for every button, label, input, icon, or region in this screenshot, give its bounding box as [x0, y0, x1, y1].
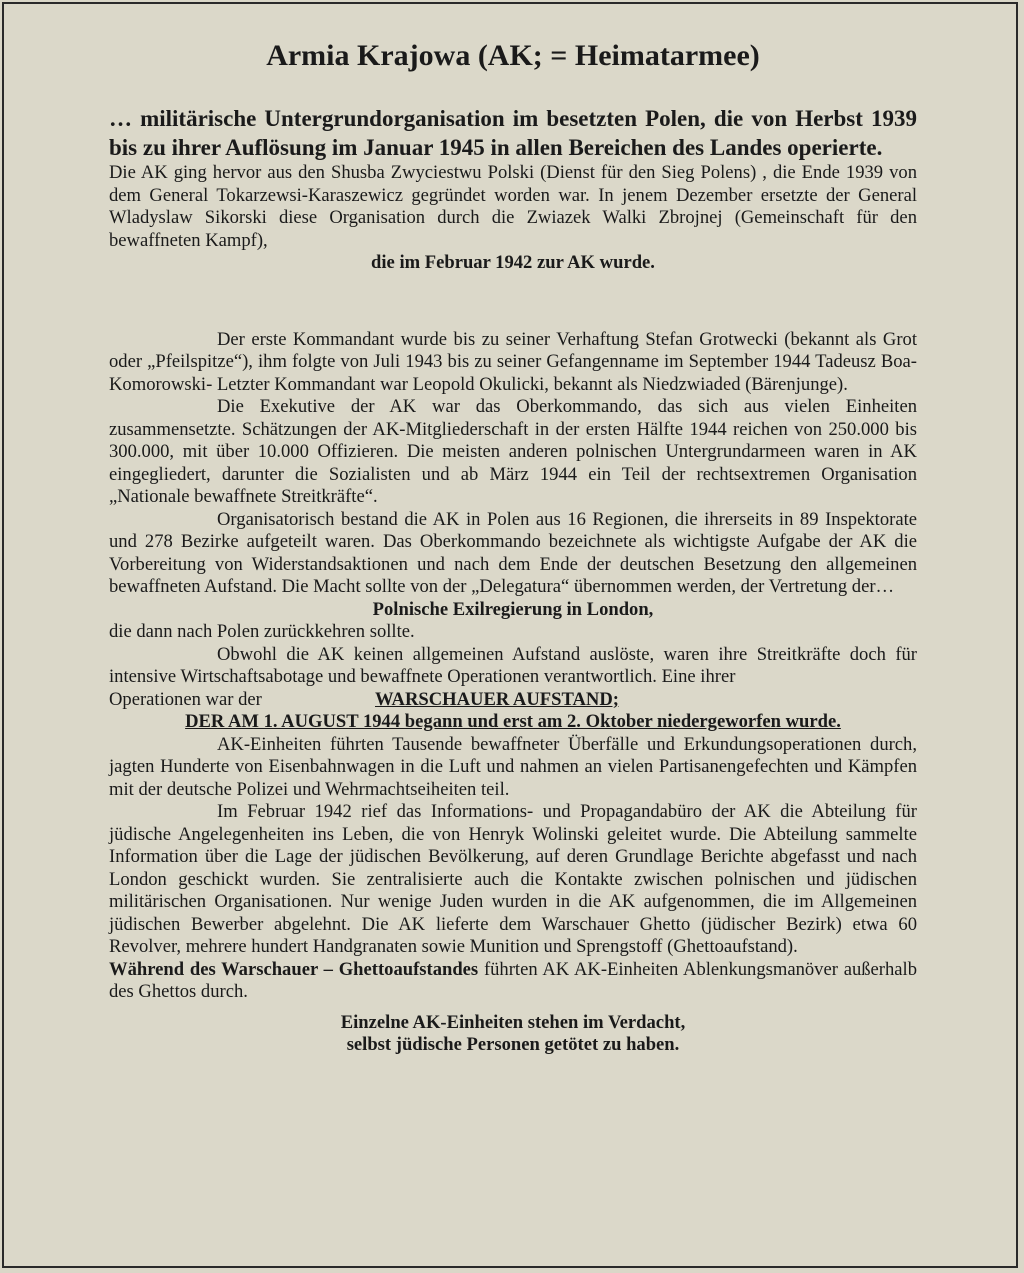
- operations-line: [109, 689, 917, 712]
- warsaw-uprising-dates: [109, 711, 917, 734]
- paragraph-ghetto-uprising: [109, 959, 917, 1004]
- closing-line-1: Einzelne AK-Einheiten stehen im Verdacht,: [340, 1011, 686, 1033]
- paragraph-commanders: Der erste Kommandant wurde bis zu seiner Verhaftung Stefan Grotwecki (bekannt als Grot oder „Pfeilspitze“), ihm folgte von Juli 1943 bis zu seiner Gefangenname im September 1944 Tadeusz Boa-Komorowski- Letzter Kommandant war Leopold Okulicki, bekannt als Niedzwiaded (Bärenjunge).: [109, 328, 917, 395]
- exile-government-heading: Polnische Exilregierung in London,: [372, 598, 654, 620]
- lead-paragraph: … militärische Untergrundorganisation im besetzten Polen, die von Herbst 1939 bis zu ihrer Auflösung im Januar 1945 in allen Bereichen des Landes operierte.: [109, 106, 917, 160]
- paragraph-origin-highlight: die im Februar 1942 zur AK wurde.: [371, 252, 655, 273]
- paragraph-jewish-affairs: Im Februar 1942 rief das Informations- und Propagandabüro der AK die Abteilung für jüdische Angelegenheiten ins Leben, die von Henryk Wolinski geleitet wurde. Die Abteilung sammelte Information über die Lage der jüdischen Bevölkerung, auf deren Grundlage Berichte abgefasst und nach London geschickt wurden. Sie zentralisierte auch die Kontakte zwischen polnischen und jüdischen militärischen Organisationen. Nur wenige Juden wurden in die AK aufgenommen, die im Allgemeinen jüdischen Bewerber abgelehnt. Die AK lieferte dem Warschauer Ghetto (jüdischer Bezirk) etwa 60 Revolver, mehrere hundert Handgranaten sowie Munition und Sprengstoff (Ghettoaufstand).: [109, 801, 917, 957]
- document-frame: [2, 2, 1018, 1268]
- document-content: [109, 34, 917, 1057]
- warsaw-uprising-heading: WARSCHAUER AUFSTAND;: [375, 688, 619, 710]
- paragraph-origin: Die AK ging hervor aus den Shusba Zwyciestwu Polski (Dienst für den Sieg Polens) , die Ende 1939 von dem General Tokarzewsi-Karaszewicz gegründet worden war. In jenem Dezember ersetzte der General Wladyslaw Sikorski diese Organisation durch die Zwiazek Walki Zbrojnej (Gemeinschaft für den bewaffneten Kampf),: [109, 162, 917, 251]
- paragraph-return: die dann nach Polen zurückkehren sollte.: [109, 621, 415, 642]
- operations-label: Operationen war der: [109, 688, 262, 710]
- paragraph-executive: Die Exekutive der AK war das Oberkommando, das sich aus vielen Einheiten zusammensetzte. Schätzungen der AK-Mitgliederschaft in der ersten Hälfte 1944 reichen von 250.000 bis 300.000, mit über 10.000 Offizieren. Die meisten anderen polnischen Untergrundarmeen waren in AK eingegliedert, darunter die Sozialisten und ab März 1944 ein Teil der rechtsextremen Organisation „Nationale bewaffnete Streitkräfte“.: [109, 396, 917, 507]
- warsaw-uprising-dates-text: DER AM 1. AUGUST 1944 begann und erst am 2. Oktober niedergeworfen wurde.: [185, 711, 841, 732]
- paragraph-attacks: AK-Einheiten führten Tausende bewaffneter Überfälle und Erkundungsoperationen durch, jagten Hunderte von Eisenbahnwagen in die Luft und nahmen an vielen Partisanengefechten und Kämpfen mit der deutsche Polizei und Wehrmachtseiheiten teil.: [109, 733, 917, 800]
- ghetto-uprising-rest: führten AK AK-Einheiten Ablenkungsmanöver außerhalb des Ghettos durch.: [109, 958, 918, 1002]
- paragraph-organisation: Organisatorisch bestand die AK in Polen aus 16 Regionen, die ihrerseits in 89 Inspektorate und 278 Bezirke aufgeteilt waren. Das Oberkommando bezeichnete als wichtigste Aufgabe der AK die Vorbereitung von Widerstandsaktionen und nach dem Ende der deutschen Besetzung den allgemeinen bewaffneten Aufstand. Die Macht sollte von der „Delegatura“ übernommen werden, der Vertretung der…: [109, 508, 917, 597]
- document-title: Armia Krajowa (AK; = Heimatarmee): [266, 39, 760, 72]
- spacer: [109, 275, 917, 329]
- ghetto-uprising-bold: Während des Warschauer – Ghettoaufstandes: [109, 958, 479, 980]
- closing-line-2: selbst jüdische Personen getötet zu haben.: [346, 1034, 680, 1055]
- paragraph-operations: Obwohl die AK keinen allgemeinen Aufstand auslöste, waren ihre Streitkräfte doch für intensive Wirtschaftsabotage und bewaffnete Operationen verantwortlich. Eine ihrer: [109, 643, 917, 687]
